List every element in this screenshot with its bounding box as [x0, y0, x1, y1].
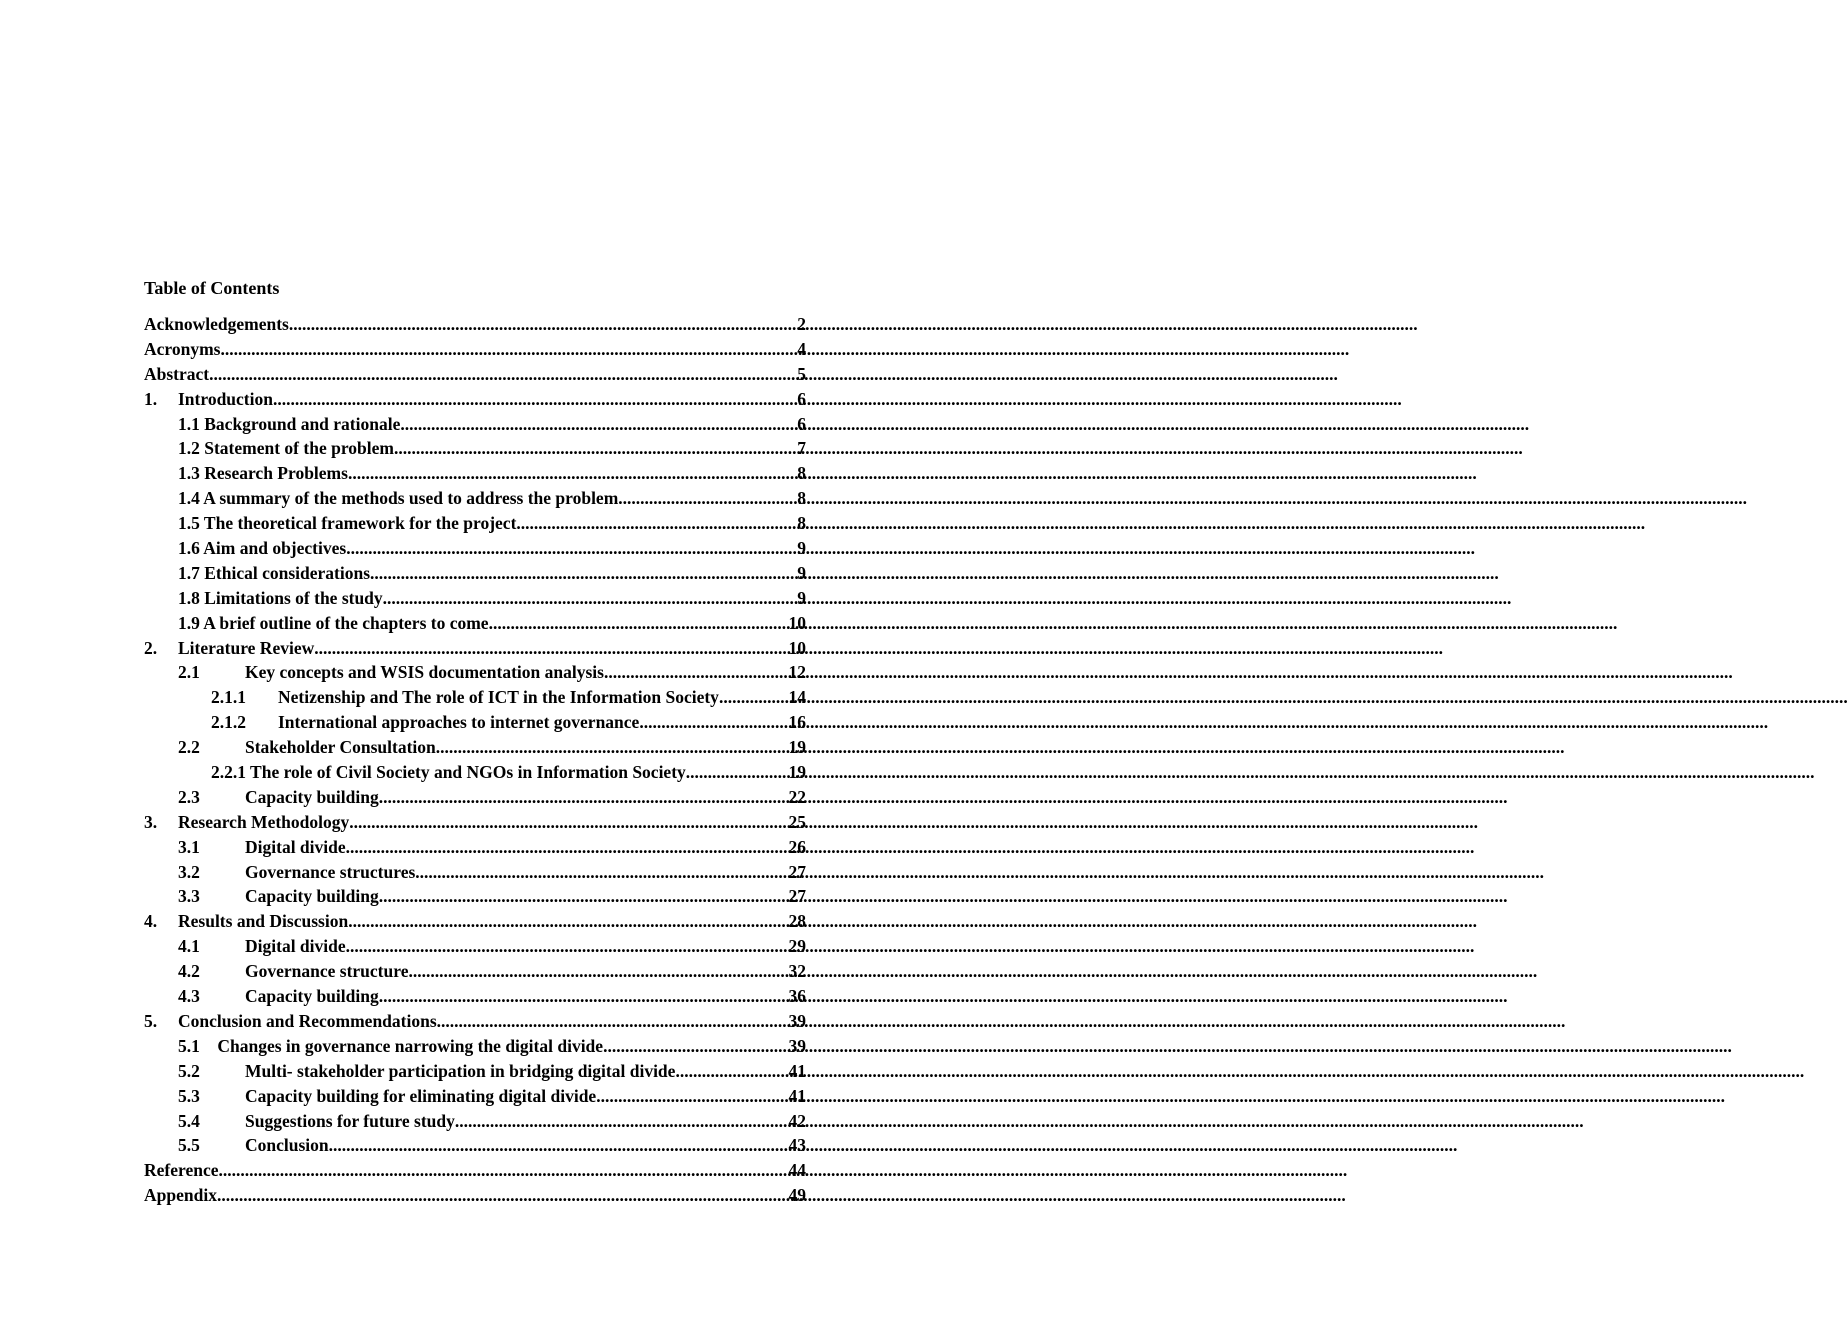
toc-entry[interactable]	[144, 1133, 806, 1158]
toc-page-number: 4	[797, 338, 806, 359]
toc-dot-leader	[346, 835, 789, 860]
toc-page-number: 6	[797, 388, 806, 409]
toc-entry[interactable]	[144, 461, 806, 486]
toc-entry[interactable]	[144, 685, 806, 710]
toc-page-number: 9	[797, 538, 806, 559]
toc-entry[interactable]	[144, 312, 806, 337]
toc-page-number: 22	[788, 786, 806, 807]
toc-page-number: 16	[788, 712, 806, 733]
toc-entry[interactable]	[144, 1183, 806, 1208]
toc-entry[interactable]	[144, 586, 806, 611]
toc-entry[interactable]	[144, 511, 806, 536]
toc-dot-leader	[437, 1009, 789, 1034]
toc-page-number: 41	[788, 1060, 806, 1081]
toc-entry-text: 1.2 Statement of the problem	[178, 438, 394, 459]
toc-dot-leader	[675, 1059, 788, 1084]
toc-page-number: 7	[797, 438, 806, 459]
toc-dot-leader	[639, 710, 788, 735]
toc-entry[interactable]	[144, 636, 806, 661]
toc-page-number: 42	[788, 1110, 806, 1131]
toc-dot-leader	[348, 909, 788, 934]
toc-entry-number: 3.1	[178, 836, 200, 857]
toc-entry[interactable]	[144, 884, 806, 909]
toc-entry-text: Governance structures	[245, 861, 416, 882]
toc-entry-number: 2.	[144, 637, 158, 658]
toc-dot-leader	[408, 959, 788, 984]
toc-entry[interactable]	[144, 710, 806, 735]
toc-entry-text: 1.6 Aim and objectives	[178, 538, 347, 559]
toc-entry-text: Capacity building for eliminating digital divide	[245, 1085, 597, 1106]
toc-page-number: 19	[788, 762, 806, 783]
toc-entry[interactable]	[144, 909, 806, 934]
toc-entry-text: Key concepts and WSIS documentation analysis	[245, 662, 604, 683]
toc-entry-text: Digital divide	[245, 836, 346, 857]
toc-entry-text: Literature Review	[178, 637, 315, 658]
toc-entry-number: 4.	[144, 911, 158, 932]
toc-entry[interactable]	[144, 536, 806, 561]
toc-entry-text: 1.7 Ethical considerations	[178, 562, 371, 583]
toc-entry-number: 2.1.2	[211, 712, 246, 733]
toc-page-number: 6	[797, 413, 806, 434]
toc-entry-text: 2.2.1 The role of Civil Society and NGOs in Information Society	[211, 762, 686, 783]
toc-page-number: 8	[797, 488, 806, 509]
toc-entry[interactable]	[144, 1034, 806, 1059]
toc-entry-text: Acronyms	[144, 338, 221, 359]
toc-entry-text: Results and Discussion	[178, 911, 349, 932]
toc-dot-leader	[516, 511, 797, 536]
toc-dot-leader	[370, 561, 797, 586]
toc-entry[interactable]	[144, 860, 806, 885]
toc-dot-leader	[220, 337, 797, 362]
toc-entry-text: 1.1 Background and rationale	[178, 413, 401, 434]
toc-entry-number: 2.1.1	[211, 687, 246, 708]
toc-entry-text: Multi- stakeholder participation in bridging digital divide	[245, 1060, 676, 1081]
toc-page-number: 8	[797, 513, 806, 534]
toc-entry-number: 5.2	[178, 1060, 200, 1081]
toc-entry-text: Research Methodology	[178, 811, 350, 832]
toc-entry-number: 5.3	[178, 1085, 200, 1106]
toc-entry-text: Acknowledgements	[144, 314, 289, 334]
toc-entry-text: Appendix	[144, 1185, 217, 1206]
toc-dot-leader	[719, 685, 789, 710]
toc-entry[interactable]	[144, 362, 806, 387]
toc-page-number: 10	[788, 612, 806, 633]
toc-entry[interactable]	[144, 387, 806, 412]
toc-dot-leader	[436, 735, 789, 760]
toc-dot-leader	[273, 387, 797, 412]
toc-entry-text: Capacity building	[245, 986, 379, 1007]
toc-dot-leader	[394, 436, 797, 461]
toc-entry-number: 1.	[144, 388, 158, 409]
toc-entry[interactable]	[144, 1109, 806, 1134]
toc-page-number: 10	[788, 637, 806, 658]
toc-entry-number: 4.3	[178, 986, 200, 1007]
toc-entry-number: 5.	[144, 1010, 158, 1031]
toc-dot-leader	[348, 461, 797, 486]
toc-dot-leader	[379, 884, 789, 909]
toc-dot-leader	[455, 1109, 789, 1134]
toc-entry-number: 3.	[144, 811, 158, 832]
toc-entry[interactable]	[144, 1059, 806, 1084]
toc-entry[interactable]	[144, 959, 806, 984]
toc-dot-leader	[686, 760, 789, 785]
toc-entry-text: Digital divide	[245, 936, 346, 957]
toc-entry-number: 3.3	[178, 886, 200, 907]
toc-page-number: 29	[788, 936, 806, 957]
toc-entry-text: Capacity building	[245, 886, 379, 907]
toc-entry-text: Reference	[144, 1160, 219, 1181]
toc-entry[interactable]	[144, 934, 806, 959]
toc-dot-leader	[618, 486, 797, 511]
toc-entry-text: Introduction	[178, 388, 273, 409]
toc-entry[interactable]	[144, 735, 806, 760]
toc-dot-leader	[604, 660, 789, 685]
toc-entry[interactable]	[144, 660, 806, 685]
toc-dot-leader	[400, 412, 797, 437]
toc-entry-text: International approaches to internet governance	[278, 712, 640, 733]
toc-entry[interactable]	[144, 1084, 806, 1109]
toc-page-number: 44	[788, 1160, 806, 1181]
toc-page-number: 27	[788, 861, 806, 882]
toc-dot-leader	[415, 860, 788, 885]
toc-page-number: 39	[788, 1035, 806, 1056]
toc-dot-leader	[603, 1034, 788, 1059]
toc-entry-text: Conclusion	[245, 1135, 329, 1156]
toc-dot-leader	[289, 312, 797, 337]
toc-entry[interactable]	[144, 412, 806, 437]
toc-page-number: 49	[788, 1185, 806, 1206]
toc-list	[144, 312, 806, 1208]
toc-entry-text: Stakeholder Consultation	[245, 737, 436, 758]
toc-entry[interactable]	[144, 436, 806, 461]
toc-page-number: 43	[788, 1135, 806, 1156]
toc-dot-leader	[314, 636, 788, 661]
toc-entry-text: 1.5 The theoretical framework for the project	[178, 513, 517, 534]
toc-entry[interactable]	[144, 561, 806, 586]
toc-entry[interactable]	[144, 810, 806, 835]
toc-page-number: 14	[788, 687, 806, 708]
toc-entry-text: Capacity building	[245, 786, 379, 807]
toc-dot-leader	[217, 1183, 789, 1208]
toc-page-number: 12	[788, 662, 806, 683]
toc-entry-number: 2.3	[178, 786, 200, 807]
toc-page-number: 19	[788, 737, 806, 758]
toc-dot-leader	[349, 810, 788, 835]
toc-entry[interactable]	[144, 1009, 806, 1034]
toc-dot-leader	[329, 1133, 789, 1158]
toc-dot-leader	[346, 934, 789, 959]
toc-page-number: 2	[797, 314, 806, 334]
toc-entry[interactable]	[144, 835, 806, 860]
toc-entry-text: 1.4 A summary of the methods used to address the problem	[178, 488, 619, 509]
toc-dot-leader	[383, 586, 798, 611]
toc-entry-text: Governance structure	[245, 961, 409, 982]
toc-entry[interactable]	[144, 337, 806, 362]
toc-dot-leader	[219, 1158, 789, 1183]
toc-dot-leader	[346, 536, 797, 561]
toc-entry[interactable]	[144, 984, 806, 1009]
toc-entry[interactable]	[144, 760, 806, 785]
toc-page-number: 25	[788, 811, 806, 832]
toc-entry-text: 5.1 Changes in governance narrowing the digital divide	[178, 1035, 604, 1056]
toc-entry-text: Suggestions for future study	[245, 1110, 455, 1131]
toc-page-number: 8	[797, 463, 806, 484]
toc-dot-leader	[209, 362, 797, 387]
toc-dot-leader	[489, 611, 789, 636]
toc-page-number: 32	[788, 961, 806, 982]
toc-dot-leader	[596, 1084, 788, 1109]
toc-page-number: 9	[797, 562, 806, 583]
toc-title: Table of Contents	[144, 278, 280, 298]
toc-entry[interactable]	[144, 785, 806, 810]
toc-entry-text: 1.8 Limitations of the study	[178, 587, 383, 608]
toc-page-number: 27	[788, 886, 806, 907]
toc-entry-number: 4.2	[178, 961, 200, 982]
toc-entry[interactable]	[144, 1158, 806, 1183]
toc-page-number: 28	[788, 911, 806, 932]
toc-page-number: 41	[788, 1085, 806, 1106]
toc-entry[interactable]	[144, 486, 806, 511]
toc-page-number: 9	[797, 587, 806, 608]
toc-entry-text: 1.3 Research Problems	[178, 463, 348, 484]
toc-entry-number: 5.4	[178, 1110, 200, 1131]
toc-entry-text: Netizenship and The role of ICT in the Information Society	[278, 687, 719, 708]
toc-entry-number: 2.2	[178, 737, 200, 758]
toc-page-number: 26	[788, 836, 806, 857]
toc-entry-number: 2.1	[178, 662, 200, 683]
toc-dot-leader	[379, 984, 789, 1009]
toc-page-number: 39	[788, 1010, 806, 1031]
toc-entry-text: Conclusion and Recommendations	[178, 1010, 437, 1031]
toc-entry-text: 1.9 A brief outline of the chapters to come	[178, 612, 489, 633]
toc-entry-number: 3.2	[178, 861, 200, 882]
toc-entry-text: Abstract	[144, 363, 210, 384]
toc-dot-leader	[379, 785, 789, 810]
toc-page-number: 36	[788, 986, 806, 1007]
toc-entry-number: 5.5	[178, 1135, 200, 1156]
toc-entry[interactable]	[144, 611, 806, 636]
toc-entry-number: 4.1	[178, 936, 200, 957]
toc-page-number: 5	[797, 363, 806, 384]
